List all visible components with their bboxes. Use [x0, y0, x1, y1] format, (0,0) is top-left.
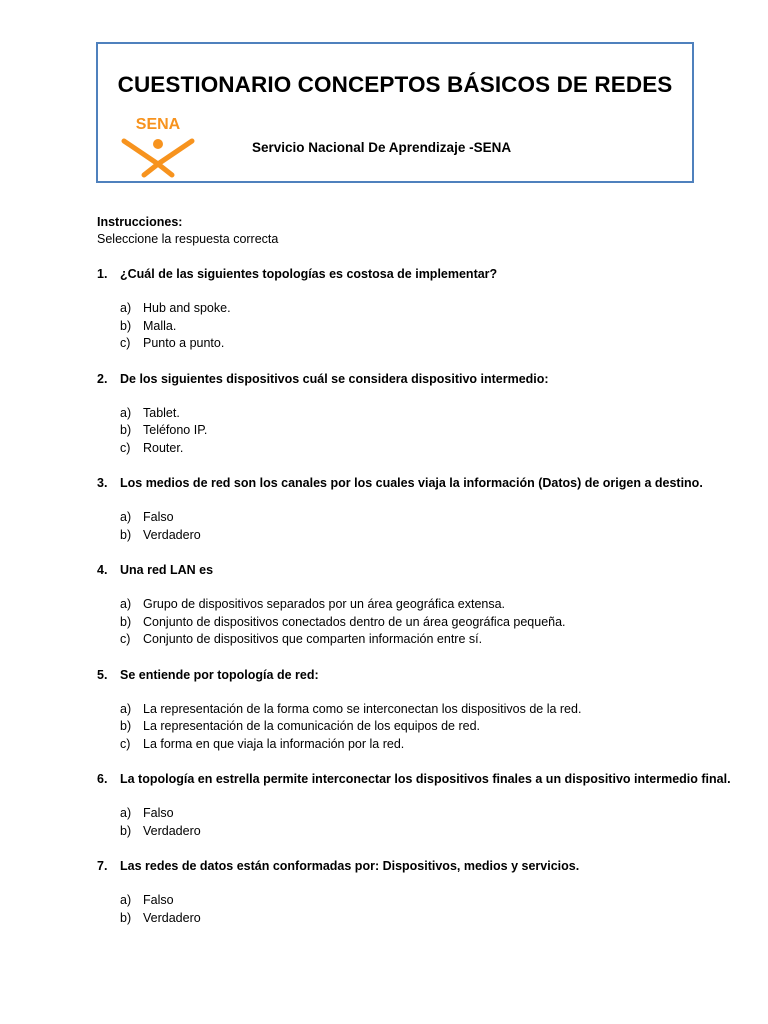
header-box: [96, 42, 694, 183]
page-title: CUESTIONARIO CONCEPTOS BÁSICOS DE REDES: [117, 72, 673, 97]
answer-options: [97, 805, 717, 840]
question-number: 3.: [97, 476, 108, 490]
question-text: La topología en estrella permite interconectar los dispositivos finales a un dispositivo intermedio final.: [120, 772, 731, 786]
question-row: [97, 858, 717, 875]
instructions-label: Instrucciones:: [97, 215, 183, 229]
answer-option[interactable]: [120, 422, 717, 440]
answer-options: [97, 405, 717, 458]
answer-option[interactable]: [120, 300, 717, 318]
question-number: 4.: [97, 563, 108, 577]
answer-option[interactable]: [120, 910, 717, 928]
option-text: Verdadero: [143, 527, 201, 542]
option-text: Conjunto de dispositivos que comparten información entre sí.: [143, 632, 483, 646]
answer-option[interactable]: [120, 701, 717, 719]
question-3: [97, 475, 717, 544]
option-letter: a): [120, 405, 132, 420]
option-letter: a): [120, 893, 132, 907]
option-letter: b): [120, 423, 132, 437]
answer-options: [97, 892, 717, 927]
question-row: [97, 667, 717, 684]
question-row: [97, 266, 717, 283]
question-row: [97, 771, 731, 788]
option-letter: b): [120, 719, 132, 733]
option-letter: c): [120, 736, 131, 751]
option-letter: b): [120, 823, 132, 838]
question-number: 6.: [97, 772, 108, 786]
option-letter: a): [120, 301, 132, 315]
answer-option[interactable]: [120, 614, 717, 632]
question-7: [97, 858, 717, 927]
option-letter: a): [120, 701, 132, 716]
question-number: 1.: [97, 267, 108, 281]
answer-option[interactable]: [120, 596, 717, 614]
option-text: La representación de la comunicación de los equipos de red.: [143, 719, 481, 733]
answer-options: [97, 596, 717, 649]
answer-option[interactable]: [120, 318, 717, 336]
question-1: [97, 266, 717, 353]
question-text: Los medios de red son los canales por los cuales viaja la información (Datos) de origen a destino.: [120, 476, 703, 490]
instructions-text: Seleccione la respuesta correcta: [97, 232, 279, 246]
question-text: Se entiende por topología de red:: [120, 667, 319, 682]
question-row: [97, 562, 717, 579]
answer-option[interactable]: [120, 805, 717, 823]
question-row: [97, 371, 717, 388]
option-text: Punto a punto.: [143, 336, 225, 350]
question-text: ¿Cuál de las siguientes topologías es costosa de implementar?: [120, 267, 498, 281]
answer-option[interactable]: [120, 718, 717, 736]
option-letter: b): [120, 527, 132, 542]
answer-option[interactable]: [120, 527, 717, 545]
option-text: Conjunto de dispositivos conectados dentro de un área geográfica pequeña.: [143, 614, 566, 629]
option-text: Malla.: [143, 318, 177, 333]
answer-option[interactable]: [120, 335, 717, 353]
question-text: Una red LAN es: [120, 563, 214, 577]
sena-logo: [118, 114, 202, 178]
question-number: 7.: [97, 859, 108, 873]
option-text: Grupo de dispositivos separados por un área geográfica extensa.: [143, 597, 506, 611]
option-text: La representación de la forma como se interconectan los dispositivos de la red.: [143, 701, 582, 716]
question-number: 5.: [97, 667, 108, 682]
sena-logo-text: SENA: [135, 116, 181, 133]
option-text: Tablet.: [143, 405, 180, 420]
organization-name: Servicio Nacional De Aprendizaje -SENA: [252, 140, 512, 155]
question-4: [97, 562, 717, 649]
question-row: [97, 475, 717, 492]
answer-options: [97, 701, 717, 754]
question-5: [97, 667, 717, 754]
questionnaire-body: [97, 214, 731, 927]
question-list: [97, 266, 731, 927]
question-text: De los siguientes dispositivos cuál se considera dispositivo intermedio:: [120, 371, 549, 386]
answer-option[interactable]: [120, 405, 717, 423]
question-6: [97, 771, 731, 840]
option-text: Router.: [143, 440, 184, 455]
option-letter: c): [120, 440, 131, 455]
answer-option[interactable]: [120, 736, 717, 754]
option-letter: c): [120, 632, 131, 646]
option-letter: b): [120, 910, 132, 925]
question-text: Las redes de datos están conformadas por: Dispositivos, medios y servicios.: [120, 859, 580, 873]
option-letter: a): [120, 597, 132, 611]
option-text: Falso: [143, 806, 174, 820]
answer-option[interactable]: [120, 631, 717, 649]
answer-option[interactable]: [120, 892, 717, 910]
option-letter: a): [120, 510, 132, 524]
option-text: Falso: [143, 510, 174, 524]
answer-option[interactable]: [120, 509, 717, 527]
option-text: La forma en que viaja la información por la red.: [143, 736, 405, 751]
option-letter: a): [120, 806, 132, 820]
option-letter: b): [120, 318, 132, 333]
answer-option[interactable]: [120, 440, 717, 458]
option-text: Teléfono IP.: [143, 423, 208, 437]
option-letter: b): [120, 614, 132, 629]
question-number: 2.: [97, 371, 108, 386]
option-text: Verdadero: [143, 823, 201, 838]
option-text: Falso: [143, 893, 174, 907]
answer-options: [97, 300, 717, 353]
question-2: [97, 371, 717, 458]
option-letter: c): [120, 336, 131, 350]
answer-option[interactable]: [120, 823, 717, 841]
option-text: Verdadero: [143, 910, 201, 925]
answer-options: [97, 509, 717, 544]
option-text: Hub and spoke.: [143, 301, 231, 315]
